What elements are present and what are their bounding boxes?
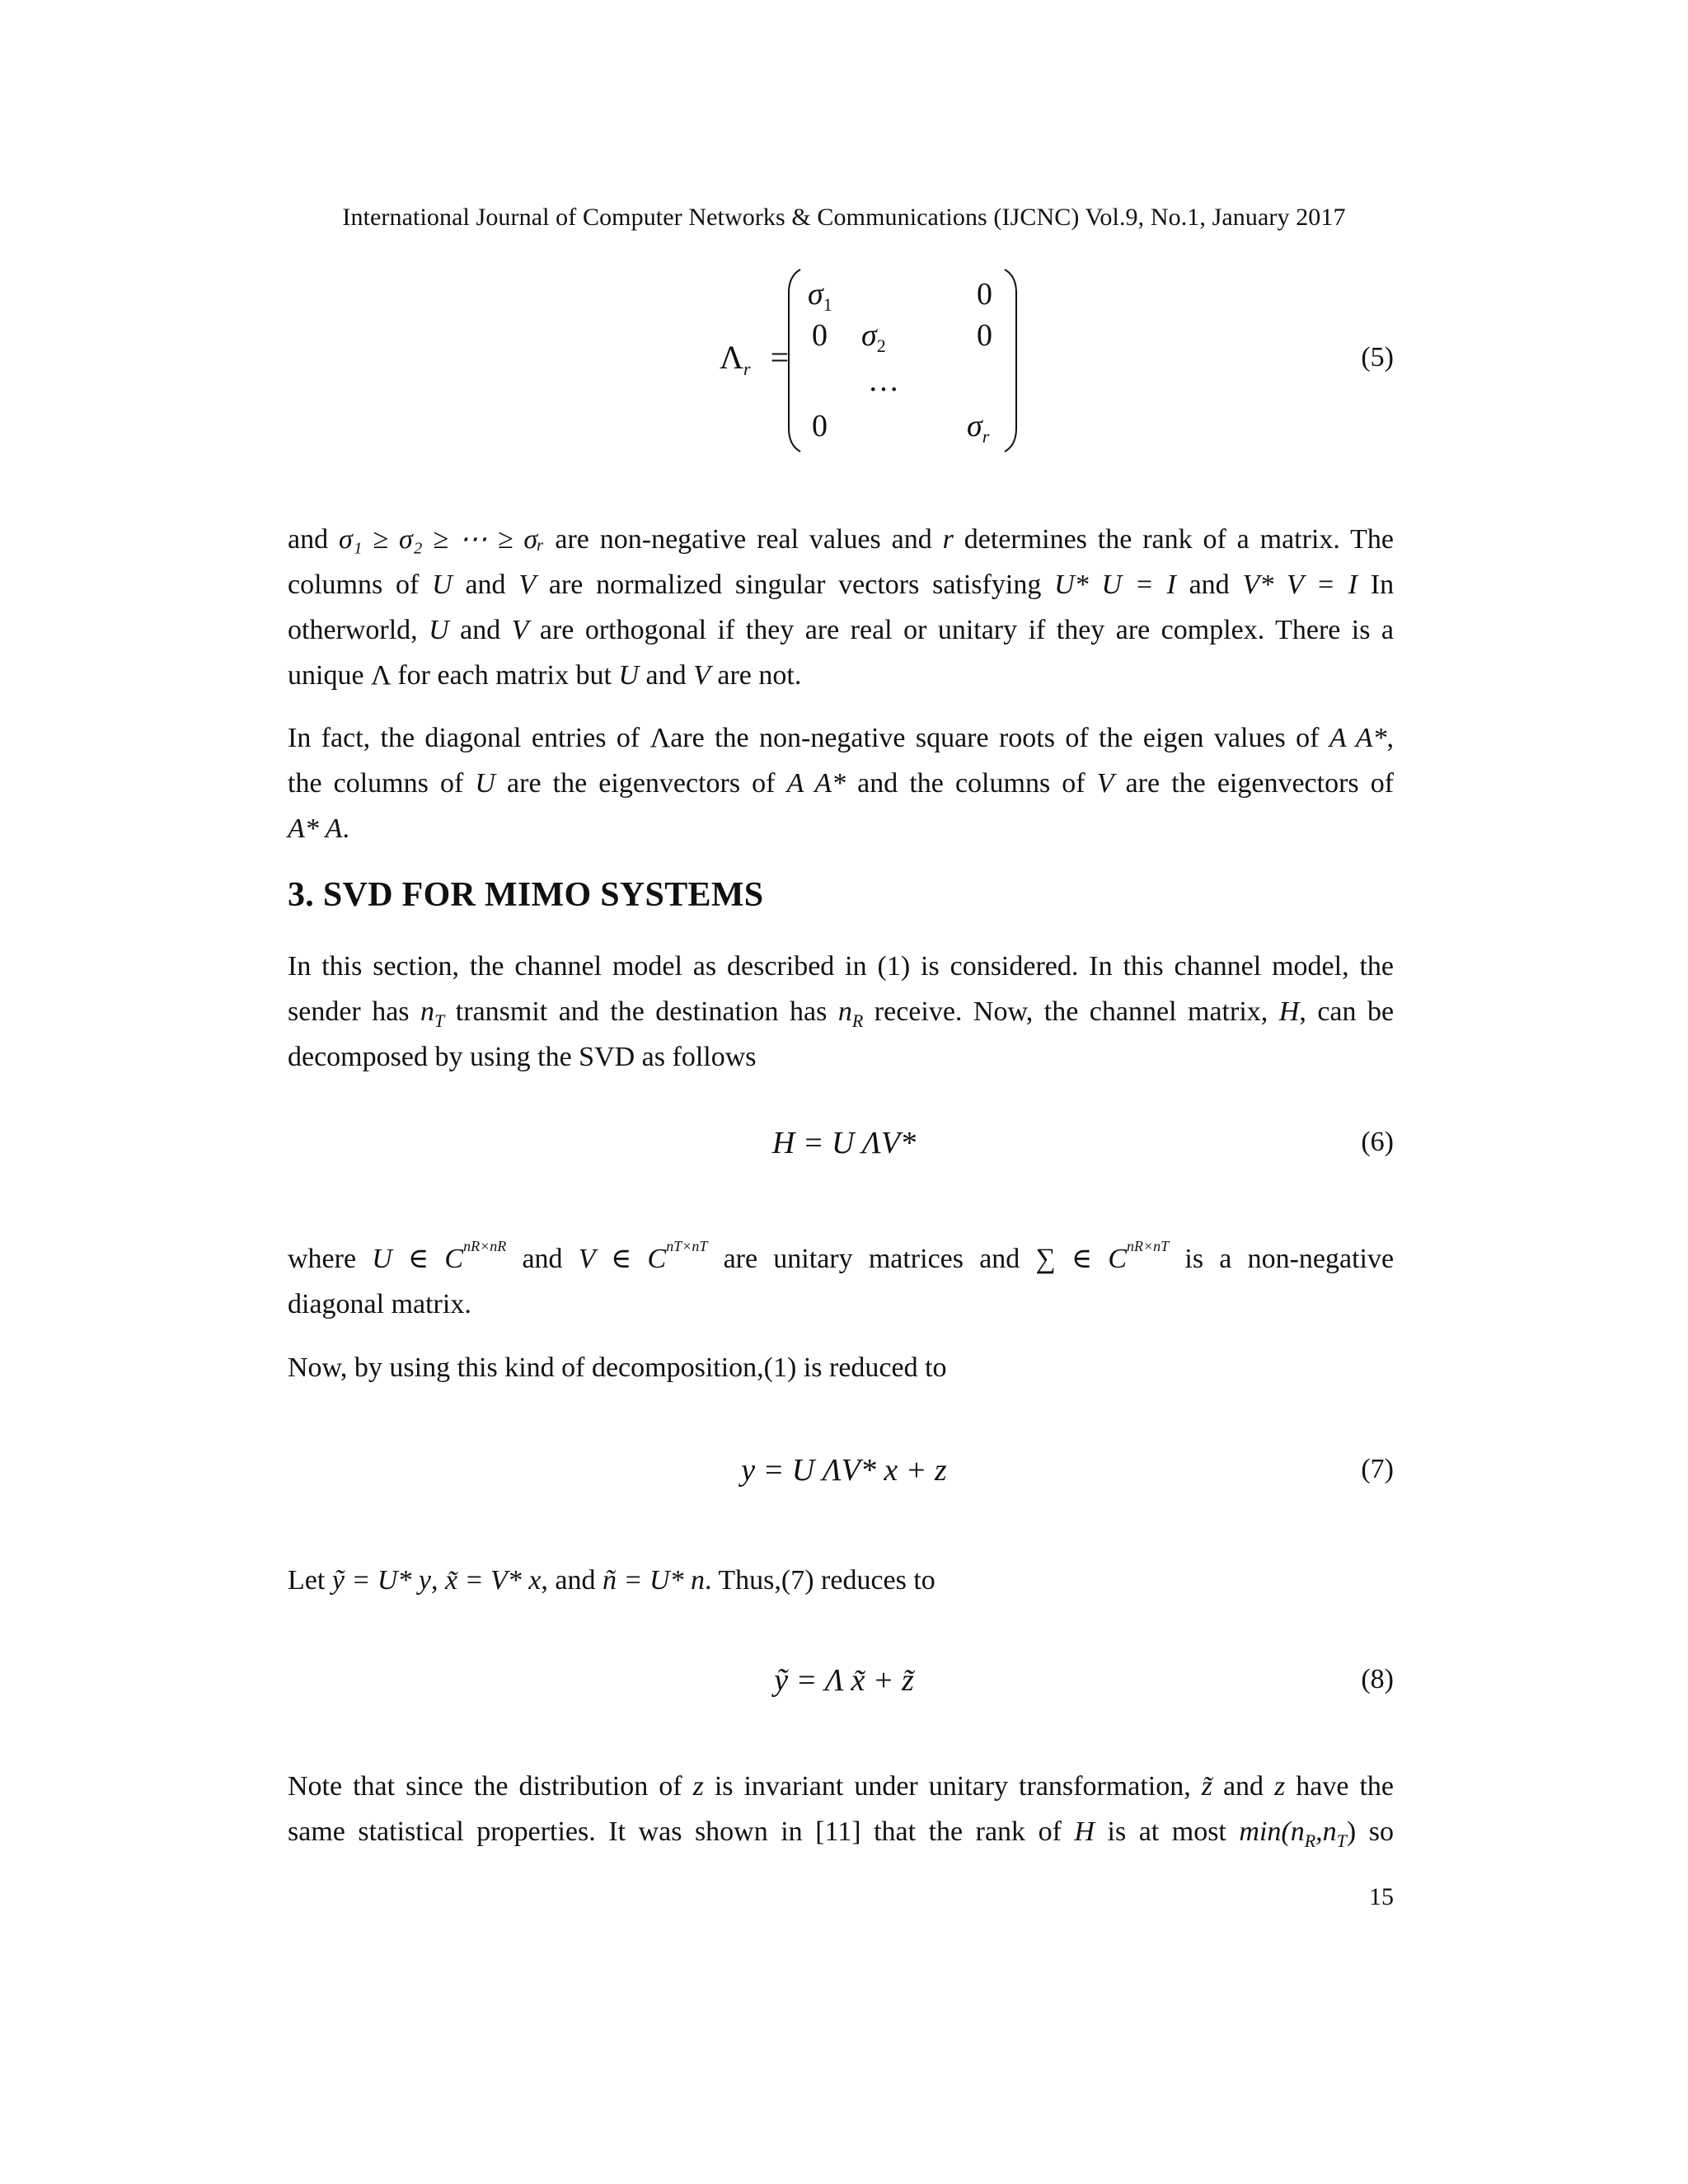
equation-body: ỹ = Λ x̃ + z̃ bbox=[774, 1663, 914, 1698]
text-line: otherworld, U and V are orthogonal if they are real or unitary if they are complex. There is a bbox=[288, 615, 1394, 645]
equation-number: (5) bbox=[1361, 342, 1394, 373]
matrix-cell: … bbox=[868, 363, 899, 398]
equation-number: (6) bbox=[1361, 1127, 1394, 1157]
matrix-cell: 0 bbox=[977, 277, 992, 312]
matrix-cell: $\sigma_r$ bbox=[967, 409, 990, 447]
matrix-cell: 0 bbox=[812, 409, 828, 443]
equation-number: (8) bbox=[1361, 1664, 1394, 1694]
running-header: International Journal of Computer Networks & Communications (IJCNC) Vol.9, No.1, January 2017 bbox=[342, 204, 1346, 231]
matrix-cell: 0 bbox=[812, 318, 828, 353]
text-line: In this section, the channel model as described in (1) is considered. In this channel model, the bbox=[288, 951, 1394, 982]
text-line: A* A. bbox=[288, 813, 349, 844]
text-line: columns of U and V are normalized singular vectors satisfying U* U = I and V* V = I In bbox=[288, 569, 1395, 600]
matrix-cell: 0 bbox=[977, 318, 992, 353]
paragraph bbox=[288, 944, 1394, 1080]
matrix-lambda-r bbox=[787, 268, 1018, 453]
matrix-cell: $\sigma_1$ bbox=[808, 277, 832, 315]
matrix-cell: $\sigma_2$ bbox=[861, 318, 886, 356]
right-paren bbox=[1003, 268, 1018, 453]
left-paren bbox=[787, 268, 802, 453]
text-line: where U ∈ $C^{nR\times nR}$ and V ∈ $C^{nT\times nT}$ are unitary matrices and ∑ ∈ $C^{nR\times nT}$ is a non-negative bbox=[288, 1238, 1395, 1274]
page-number: 15 bbox=[1369, 1883, 1394, 1910]
text-line: Note that since the distribution of z is invariant under unitary transformation, z̃ and z have the bbox=[288, 1771, 1394, 1802]
text-line: and σ₁ ≥ σ₂ ≥ ⋯ ≥ σᵣ are non-negative real values and r determines the rank of a matrix. The bbox=[288, 524, 1395, 555]
equation-body: H = U ΛV* bbox=[771, 1126, 917, 1160]
text-line: diagonal matrix. bbox=[288, 1289, 471, 1319]
text-line: In fact, the diagonal entries of Λare the non-negative square roots of the eigen values of A A*, bbox=[288, 723, 1395, 753]
text-line: Now, by using this kind of decomposition,(1) is reduced to bbox=[288, 1352, 947, 1383]
paragraph bbox=[288, 1558, 1394, 1603]
text-line: unique Λ for each matrix but U and V are not. bbox=[288, 660, 802, 691]
paragraph bbox=[288, 1345, 1394, 1390]
text-line: Let ỹ = U* y, x̃ = V* x, and ñ = U* n. Thus,(7) reduces to bbox=[288, 1565, 935, 1596]
paragraph bbox=[288, 1764, 1394, 1854]
equation-5-lhs: $\Lambda_r$ = bbox=[720, 339, 790, 379]
paragraph bbox=[288, 715, 1394, 851]
text-line: same statistical properties. It was shown in [11] that the rank of H is at most $\min(n_R,n_T)$ so bbox=[288, 1816, 1394, 1851]
paragraph bbox=[288, 1236, 1394, 1327]
paragraph bbox=[288, 517, 1394, 698]
equation-number: (7) bbox=[1361, 1454, 1394, 1484]
text-line: sender has $n_T$ transmit and the destination has $n_R$ receive. Now, the channel matrix, H, can be bbox=[288, 996, 1395, 1031]
section-heading: 3. SVD FOR MIMO SYSTEMS bbox=[288, 876, 764, 914]
text-line: the columns of U are the eigenvectors of A A* and the columns of V are the eigenvectors of bbox=[288, 768, 1395, 799]
text-line: decomposed by using the SVD as follows bbox=[288, 1042, 757, 1072]
equation-body: y = U ΛV* x + z bbox=[741, 1453, 947, 1488]
